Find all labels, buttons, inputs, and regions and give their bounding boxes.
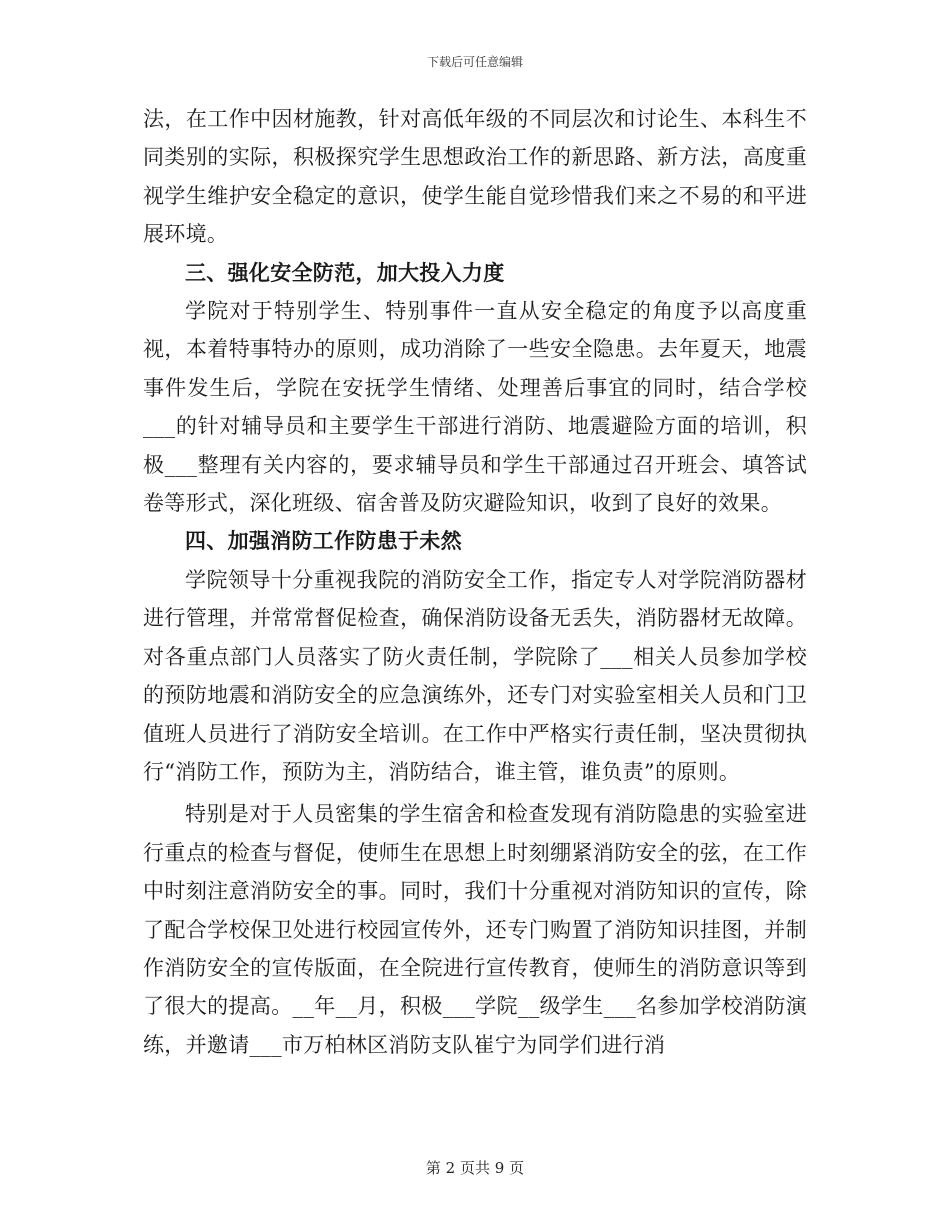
paragraph-2: 学院对于特别学生、特别事件一直从安全稳定的角度予以高度重视，本着特事特办的原则，成功消除了一些安全隐患。去年夏天，地震事件发生后，学院在安抚学生情绪、处理善后事宜的同时，结合学校___的针对辅导员和主要学生干部进行消防、地震避险方面的培训，积极___整理有关内容的，要求辅导员和学生干部通过召开班会、填答试卷等形式，深化班级、宿舍普及防灾避险知识，收到了良好的效果。 xyxy=(143,299,807,516)
paragraph-4: 特别是对于人员密集的学生宿舍和检查发现有消防隐患的实验室进行重点的检查与督促，使师生在思想上时刻绷紧消防安全的弦，在工作中时刻注意消防安全的事。同时，我们十分重视对消防知识的宣传，除了配合学校保卫处进行校园宣传外，还专门购置了消防知识挂图，并制作消防安全的宣传版面，在全院进行宣传教育，使师生的消防意识等到了很大的提高。__年__月，积极___学院__级学生___名参加学校消防演练，并邀请___市万柏林区消防支队崔宁为同学们进行消 xyxy=(143,802,807,1057)
section-heading-3: 三、强化安全防范，加大投入力度 xyxy=(185,260,505,285)
page-number: 第 2 页共 9 页 xyxy=(425,1159,525,1177)
paragraph-3: 学院领导十分重视我院的消防安全工作，指定专人对学院消防器材进行管理，并常常督促检查，确保消防设备无丢失，消防器材无故障。对各重点部门人员落实了防火责任制，学院除了___相关人员参加学校的预防地震和消防安全的应急演练外，还专门对实验室相关人员和门卫值班人员进行了消防安全培训。在工作中严格实行责任制，坚决贯彻执行“消防工作，预防为主，消防结合，谁主管，谁负责”的原则。 xyxy=(143,567,807,784)
section-heading-4: 四、加强消防工作防患于未然 xyxy=(185,529,462,554)
page-header: 下载后可任意编辑 xyxy=(426,55,523,69)
paragraph-1: 法，在工作中因材施教，针对高低年级的不同层次和讨论生、本科生不同类别的实际，积极探究学生思想政治工作的新思路、新方法，高度重视学生维护安全稳定的意识，使学生能自觉珍惜我们来之不易的和平进展环境。 xyxy=(143,107,807,247)
document-body xyxy=(143,100,807,1064)
